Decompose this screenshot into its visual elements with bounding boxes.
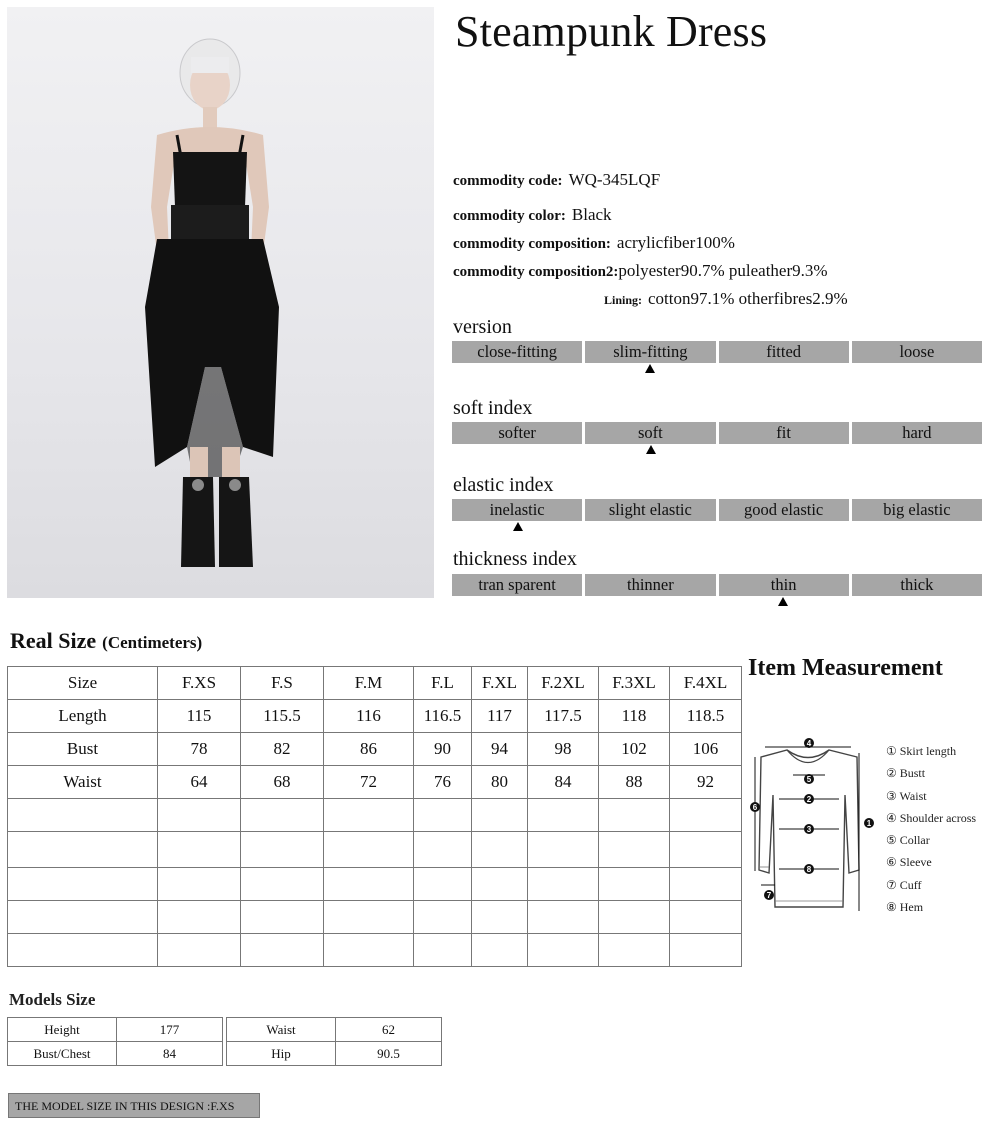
table-row [8, 1018, 223, 1042]
spec-composition [453, 233, 735, 253]
table-cell: 116.5 [414, 700, 472, 733]
legend-item: ③ Waist [886, 788, 927, 803]
table-row [8, 766, 742, 799]
spec-composition2-label: commodity composition2: [453, 264, 619, 280]
model-size-note: THE MODEL SIZE IN THIS DESIGN :F.XS [8, 1093, 260, 1118]
table-cell: 90.5 [336, 1042, 442, 1066]
elastic-index-scale [452, 499, 982, 521]
real-size-unit: (Centimeters) [102, 633, 203, 652]
version-option: fitted [719, 341, 849, 363]
diagram-marker-label: 2 [806, 795, 812, 804]
soft-index-option: soft [585, 422, 715, 444]
thickness-index-label: thickness index [453, 548, 577, 570]
table-cell: Waist [227, 1018, 336, 1042]
table-cell: 68 [241, 766, 324, 799]
table-header-row [8, 667, 742, 700]
table-cell: 177 [117, 1018, 223, 1042]
legend-item: ⑦ Cuff [886, 877, 922, 892]
table-header-cell: F.L [414, 667, 472, 700]
table-cell: 116 [324, 700, 414, 733]
spec-composition-label: commodity composition: [453, 236, 611, 252]
table-cell: 117.5 [528, 700, 599, 733]
soft-index-option: softer [452, 422, 582, 444]
table-cell: 118.5 [670, 700, 742, 733]
spec-lining-label: Lining: [604, 293, 643, 307]
spec-composition-value: acrylicfiber100% [616, 233, 735, 252]
version-scale [452, 341, 982, 363]
soft-index-option: fit [719, 422, 849, 444]
models-size-table-right [226, 1017, 442, 1066]
table-cell: 84 [117, 1042, 223, 1066]
table-header-cell: F.XL [472, 667, 528, 700]
legend-item: ① Skirt length [886, 744, 957, 758]
thickness-index-option: tran sparent [452, 574, 582, 596]
spec-composition2-value: polyester90.7% puleather9.3% [618, 261, 828, 280]
thickness-index-option: thinner [585, 574, 715, 596]
model-figure [7, 7, 434, 598]
spec-color-label: commodity color: [453, 208, 566, 224]
table-cell: 106 [670, 733, 742, 766]
table-cell: Hip [227, 1042, 336, 1066]
table-cell: Height [8, 1018, 117, 1042]
version-selected-marker [645, 364, 655, 373]
table-cell: 72 [324, 766, 414, 799]
table-row-empty [8, 934, 742, 967]
thickness-index-scale [452, 574, 982, 596]
legend-item: ④ Shoulder across [886, 810, 977, 825]
table-cell: 80 [472, 766, 528, 799]
table-cell: 82 [241, 733, 324, 766]
spec-color-value: Black [571, 205, 612, 224]
diagram-marker-label: 6 [752, 803, 758, 812]
table-cell: 102 [599, 733, 670, 766]
table-cell: Length [8, 700, 158, 733]
table-row [8, 1042, 223, 1066]
table-row [8, 700, 742, 733]
real-size-table [7, 666, 742, 967]
version-option: loose [852, 341, 982, 363]
soft-index-label: soft index [453, 397, 533, 419]
soft-index-option: hard [852, 422, 982, 444]
spec-code [453, 170, 660, 190]
table-cell: 92 [670, 766, 742, 799]
table-header-cell: Size [8, 667, 158, 700]
version-label: version [453, 316, 512, 338]
table-cell: 98 [528, 733, 599, 766]
table-header-cell: F.M [324, 667, 414, 700]
elastic-index-label: elastic index [453, 474, 554, 496]
models-size-table-left [7, 1017, 223, 1066]
spec-color [453, 205, 612, 225]
legend-item: ② Bustt [886, 766, 926, 781]
thickness-index-option: thin [719, 574, 849, 596]
table-row-empty [8, 799, 742, 832]
spec-code-value: WQ-345LQF [568, 170, 661, 189]
table-row [227, 1042, 442, 1066]
diagram-marker-label: 4 [806, 739, 812, 748]
table-cell: 86 [324, 733, 414, 766]
diagram-marker-label: 3 [806, 825, 812, 834]
table-cell: Bust/Chest [8, 1042, 117, 1066]
table-header-cell: F.3XL [599, 667, 670, 700]
legend-item: ⑤ Collar [886, 833, 930, 848]
table-cell: 62 [336, 1018, 442, 1042]
table-header-cell: F.XS [158, 667, 241, 700]
product-title: Steampunk Dress [455, 7, 768, 56]
table-row-empty [8, 901, 742, 934]
table-cell: 84 [528, 766, 599, 799]
table-row-empty [8, 868, 742, 901]
table-row-empty [8, 832, 742, 868]
spec-lining-value: cotton97.1% otherfibres2.9% [648, 289, 848, 308]
table-cell: 78 [158, 733, 241, 766]
spec-lining [604, 289, 848, 309]
thickness-index-option: thick [852, 574, 982, 596]
soft-index-selected-marker [646, 445, 656, 454]
table-header-cell: F.4XL [670, 667, 742, 700]
models-size-title: Models Size [9, 990, 96, 1009]
table-cell: Bust [8, 733, 158, 766]
table-cell: 115 [158, 700, 241, 733]
elastic-index-option: slight elastic [585, 499, 715, 521]
garment-diagram [745, 735, 885, 920]
table-cell: 90 [414, 733, 472, 766]
diagram-marker-label: 8 [806, 865, 812, 874]
table-cell: 115.5 [241, 700, 324, 733]
table-header-cell: F.2XL [528, 667, 599, 700]
legend-item: ⑧ Hem [886, 900, 924, 915]
item-measurement-title: Item Measurement [748, 655, 943, 681]
elastic-index-option: good elastic [719, 499, 849, 521]
version-option: close-fitting [452, 341, 582, 363]
table-cell: 64 [158, 766, 241, 799]
elastic-index-option: big elastic [852, 499, 982, 521]
table-cell: 88 [599, 766, 670, 799]
soft-index-scale [452, 422, 982, 444]
diagram-marker-label: 1 [866, 819, 872, 828]
table-cell: 76 [414, 766, 472, 799]
elastic-index-selected-marker [513, 522, 523, 531]
spec-composition2 [453, 261, 828, 281]
version-option: slim-fitting [585, 341, 715, 363]
table-cell: 94 [472, 733, 528, 766]
diagram-marker-label: 5 [806, 775, 812, 784]
table-header-cell: F.S [241, 667, 324, 700]
product-photo [7, 7, 434, 598]
table-cell: Waist [8, 766, 158, 799]
elastic-index-option: inelastic [452, 499, 582, 521]
measurement-legend [886, 740, 976, 918]
thickness-index-selected-marker [778, 597, 788, 606]
table-row [227, 1018, 442, 1042]
diagram-marker-label: 7 [766, 891, 772, 900]
real-size-heading: Real Size [10, 628, 97, 653]
legend-item: ⑥ Sleeve [886, 855, 932, 870]
table-row [8, 733, 742, 766]
real-size-title [10, 628, 202, 654]
table-cell: 118 [599, 700, 670, 733]
table-cell: 117 [472, 700, 528, 733]
spec-code-label: commodity code: [453, 173, 563, 189]
